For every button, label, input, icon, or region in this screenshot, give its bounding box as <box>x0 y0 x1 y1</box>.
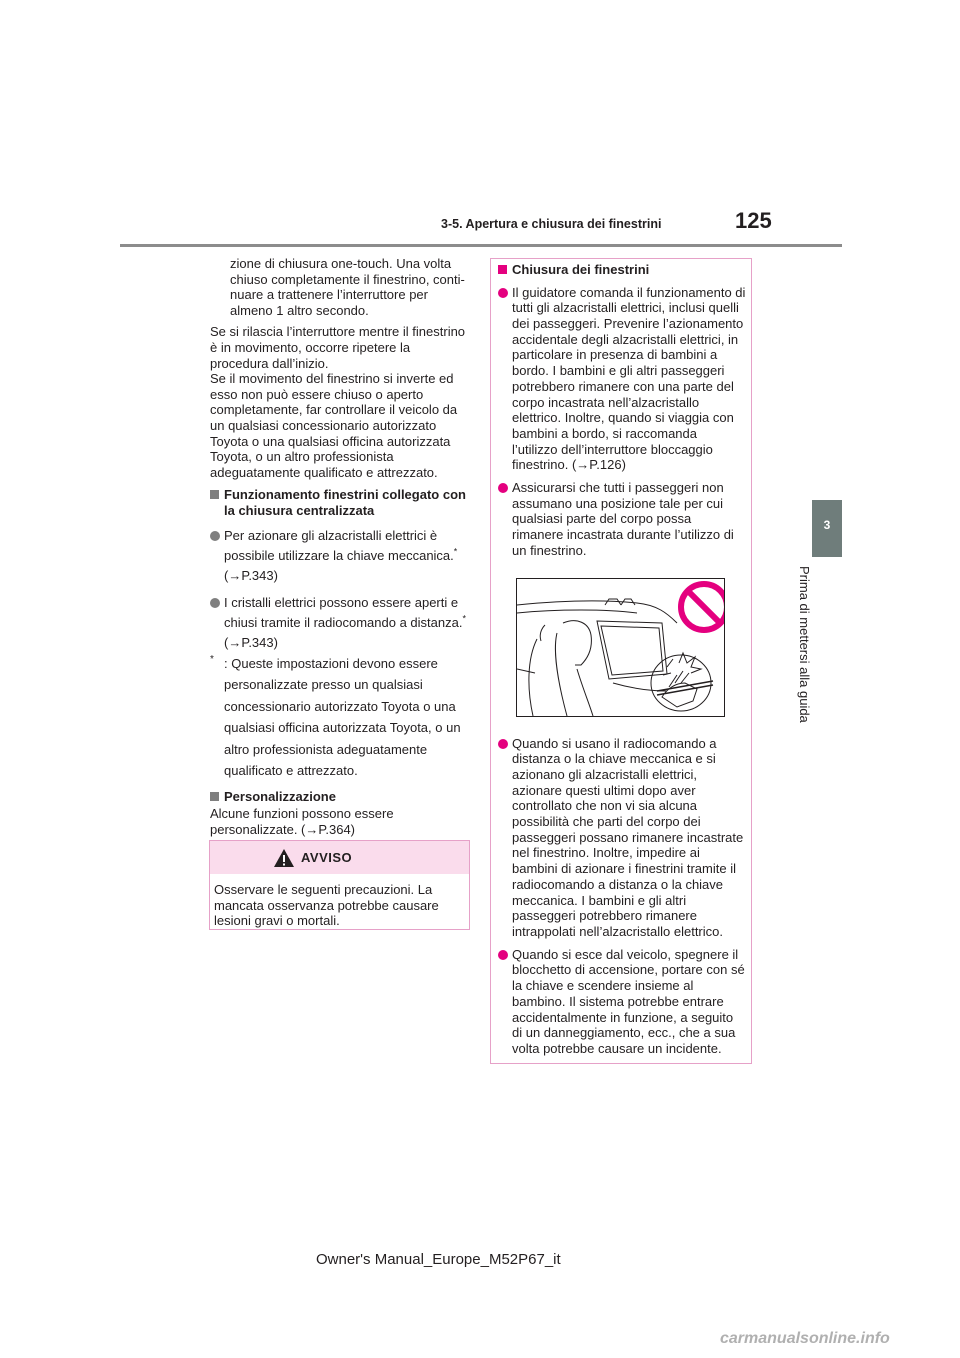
prohibition-icon <box>681 584 724 630</box>
round-bullet-icon <box>498 950 508 960</box>
watermark: carmanualsonline.info <box>720 1330 890 1347</box>
warning-header <box>210 841 469 874</box>
bullet-item <box>498 285 746 473</box>
window-pinch-illustration <box>516 578 725 717</box>
bullet-text: Quando si usano il radiocomando a distanza o la chiave meccanica e si azionano gli alzacristalli elettrici, azionare questi ultimi dopo aver controllato che non vi sia alcuna possibilità che parti del corpo dei passeggeri possano rimanere incastrate nel finestrino. Inoltre, impedire ai bambini di azionare i finestrini tramite il radiocomando a distanza o la chiave meccanica. I bambini e gli altri passeggeri potrebbero rimanere intrappolati nell’alzacristallo elettrico. <box>512 735 744 939</box>
footnote-marker: * <box>462 613 466 624</box>
warning-text: Osservare le seguenti precauzioni. La mancata osservanza potrebbe causare lesioni gravi o mortali. <box>214 882 439 929</box>
round-bullet-icon <box>210 598 220 608</box>
bullet-text: Assicurarsi che tutti i passeggeri non assumano una posizione tale per cui qualsiasi parte del corpo possa rimanere incastrata durante l’utilizzo di un finestrino. <box>512 480 734 558</box>
chapter-number: 3 <box>823 518 831 532</box>
subheading-text: Personalizzazione <box>224 788 336 804</box>
cont-line: chiuso completamente il finestrino, conti- <box>230 271 465 287</box>
round-bullet-icon <box>498 739 508 749</box>
paragraph: Se il movimento del finestrino si inverte ed esso non può essere chiuso o aperto completamente, far controllare il veicolo da un qualsiasi concessionario autorizzato Toyota o una qualsiasi officina autorizzata Toyota, o un altro professionista adeguatamente qualificato e attrezzato. <box>210 371 458 480</box>
page-reference: (→P.343) <box>224 567 278 583</box>
left-column <box>210 256 468 837</box>
square-bullet-icon <box>210 792 219 801</box>
subheading-text: Chiusura dei finestrini <box>512 262 650 277</box>
bullet-text: Il guidatore comanda il funzionamento di tutti gli alzacristalli elettrici, inclusi quelli dei passeggeri. Prevenire l’azionamento accidentale degli alzacristalli elettrici, in particolare in presenza di bambini a bordo. I bambini e gli altri passeggeri potrebbero rimanere con una parte del corpo incastrata nell’alzacristallo elettrico. Inoltre, quando si viaggia con bambini a bordo, si raccomanda l’utilizzo dell’interruttore bloccaggio finestrino. (→P.126) <box>512 284 746 473</box>
continued-text <box>230 256 468 318</box>
bullet-text: Quando si esce dal veicolo, spegnere il blocchetto di accensione, portare con sé la chiave e scendere insieme al bambino. Il sistema potrebbe entrare accidentalmente in funzione, a seguito di un danneggiamento, ecc., che a sua volta potrebbe causare un incidente. <box>512 946 745 1056</box>
footnote-star: * <box>210 653 214 665</box>
bullet-text: Per azionare gli alzacristalli elettrici è possibile utilizzare la chiave meccanica. <box>224 527 454 563</box>
cont-line: nuare a trattenere l’interruttore per <box>230 287 428 303</box>
round-bullet-icon <box>498 288 508 298</box>
section-title: 3-5. Apertura e chiusura dei finestrini <box>441 217 662 231</box>
bullet-item <box>498 947 746 1057</box>
bullet-item <box>498 480 746 559</box>
warning-title: AVVISO <box>301 850 353 865</box>
square-bullet-icon <box>498 265 507 274</box>
round-bullet-icon <box>498 483 508 493</box>
round-bullet-icon <box>210 531 220 541</box>
page-reference: (→P.343) <box>224 634 278 650</box>
car-window-drawing <box>517 579 724 716</box>
subheading-text: Funzionamento finestrini collegato con la chiusura centralizzata <box>224 487 466 518</box>
bullet-item <box>210 593 468 653</box>
bullet-item <box>210 526 468 586</box>
paragraph: Alcune funzioni possono essere personalizzate. (→P.364) <box>210 806 394 837</box>
subheading <box>210 487 468 518</box>
paragraph: Se si rilascia l’interruttore mentre il finestrino è in movimento, occorre ripetere la procedura dall’inizio. <box>210 324 466 371</box>
subheading <box>498 262 746 278</box>
subheading <box>210 789 468 805</box>
header-rule <box>120 244 842 247</box>
bullet-item <box>498 736 746 940</box>
cont-line: almeno 1 altro secondo. <box>230 302 369 318</box>
square-bullet-icon <box>210 490 219 499</box>
footer-text: Owner's Manual_Europe_M52P67_it <box>316 1251 561 1268</box>
chapter-label: Prima di mettersi alla guida <box>797 566 812 723</box>
footnote-text: : Queste impostazioni devono essere personalizzate presso un qualsiasi concessionario autorizzato Toyota o una qualsiasi officina autorizzata Toyota, o un altro professionista adeguatamente qualificato e attrezzato. <box>224 655 461 778</box>
bullet-text: I cristalli elettrici possono essere aperti e chiusi tramite il radiocomando a distanza. <box>224 594 463 630</box>
footnote <box>210 653 468 782</box>
footnote-marker: * <box>453 546 458 557</box>
page-number: 125 <box>735 208 772 233</box>
warning-box <box>209 840 470 930</box>
warning-triangle-icon <box>273 848 295 868</box>
cont-line: zione di chiusura one-touch. Una volta <box>230 256 452 271</box>
